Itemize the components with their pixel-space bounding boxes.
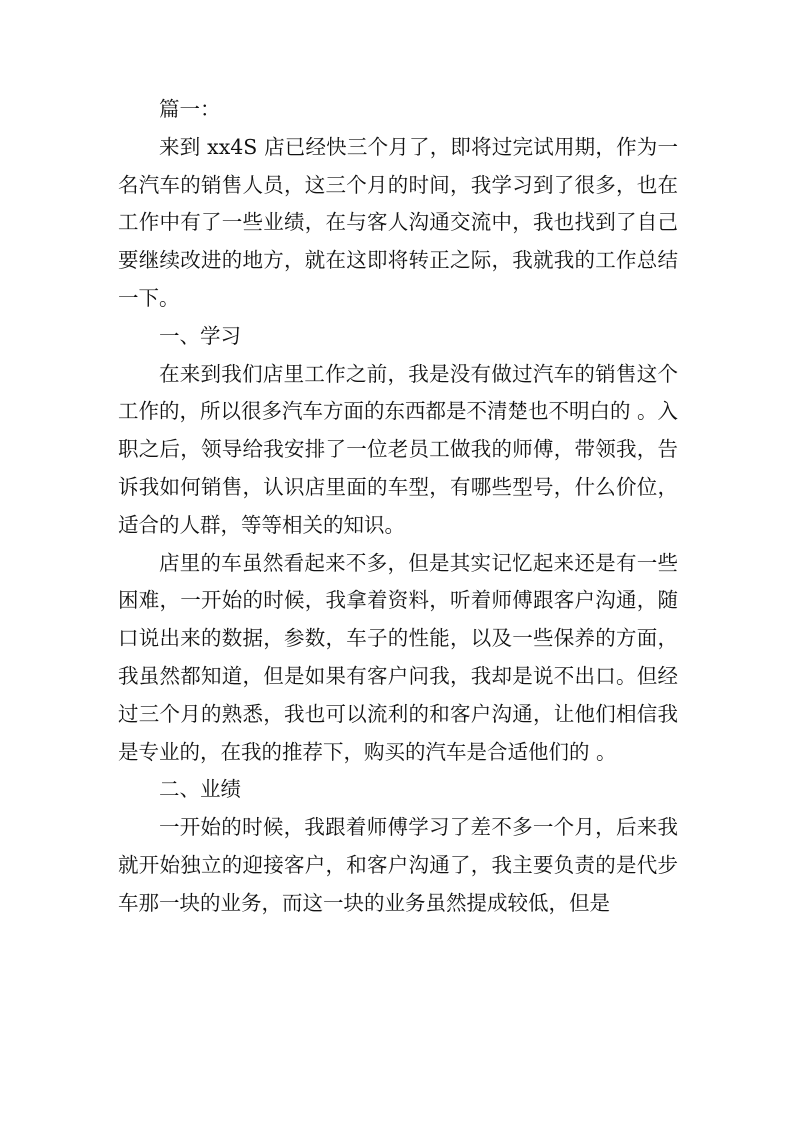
- document-title: 篇一：: [159, 97, 221, 121]
- section-heading-performance: 二、业绩: [159, 777, 241, 802]
- paragraph-learning-1: 在来到我们店里工作之前，我是没有做过汽车的销售这个工作的，所以很多汽车方面的东西都是不清楚也不明白的 。入职之后，领导给我安排了一位老员工做我的师傅，带领我，告诉我如何销售，认识店里面的车型，有哪些型号，什么价位，适合的人群，等等相关的知识。: [118, 361, 679, 537]
- paragraph-performance-1: 一开始的时候，我跟着师傅学习了差不多一个月，后来我就开始独立的迎接客户，和客户沟通了，我主要负责的是代步车那一块的业务，而这一块的业务虽然提成较低，但是: [118, 815, 678, 915]
- paragraph-intro: 来到 xx4S 店已经快三个月了，即将过完试用期，作为一名汽车的销售人员，这三个月的时间，我学习到了很多，也在工作中有了一些业绩，在与客人沟通交流中，我也找到了自己要继续改进的地方，就在这即将转正之际，我就我的工作总结一下。: [118, 134, 678, 310]
- paragraph-learning-2: 店里的车虽然看起来不多，但是其实记忆起来还是有一些困难，一开始的时候，我拿着资料，听着师傅跟客户沟通，随口说出来的数据，参数，车子的性能，以及一些保养的方面，我虽然都知道，但是如果有客户问我，我却是说不出口。但经过三个月的熟悉，我也可以流利的和客户沟通，让他们相信我是专业的，在我的推荐下，购买的汽车是合适他们的 。: [118, 550, 678, 764]
- section-heading-learning: 一、学习: [159, 323, 241, 348]
- document-body: [118, 91, 678, 923]
